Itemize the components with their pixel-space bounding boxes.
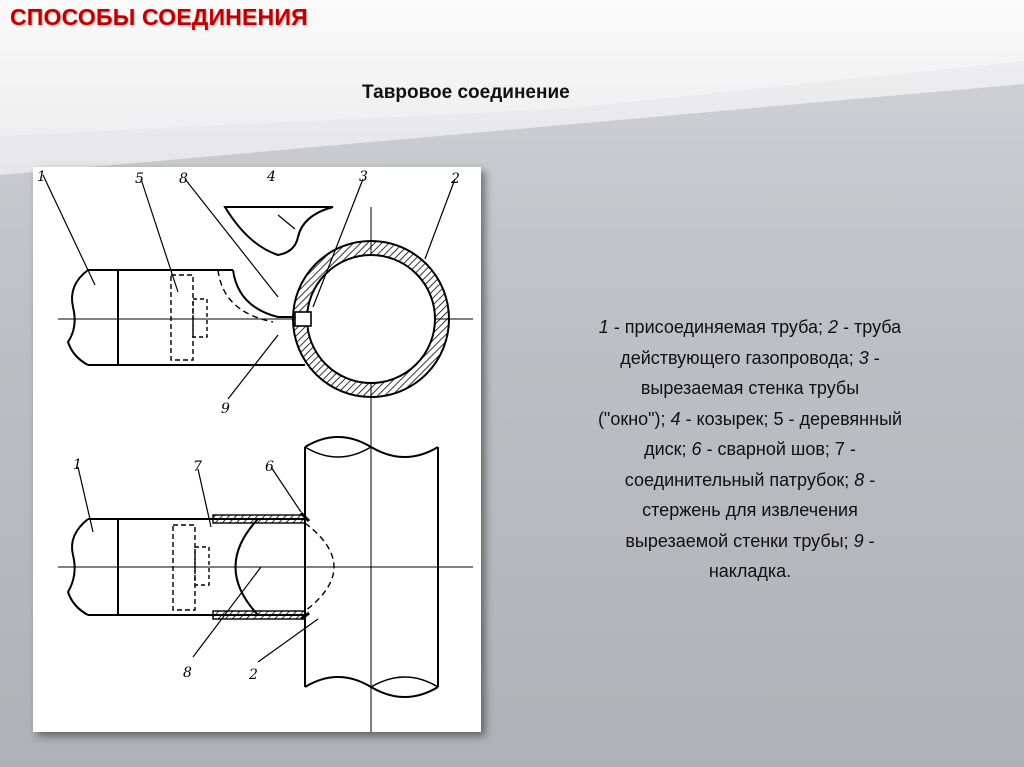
wall-window [295, 312, 311, 326]
label-top-2: 2 [451, 171, 460, 187]
legend-line: вырезаемая стенка трубы [640, 378, 860, 398]
label-top-1: 1 [37, 169, 46, 185]
legend-text [530, 312, 970, 587]
legend-line: действующего газопровода; 3 - [620, 347, 880, 368]
legend-line: накладка. [708, 561, 792, 581]
wooden-disk [171, 275, 193, 360]
technical-drawing [33, 167, 481, 732]
cap-leader [278, 215, 295, 229]
legend-line: вырезаемой стенки трубы; 9 - [625, 530, 875, 551]
dashed-contour [218, 270, 273, 322]
slide-title: СПОСОБЫ СОЕДИНЕНИЯ [10, 4, 308, 30]
label-bottom-1: 1 [73, 457, 82, 473]
label-top-8: 8 [179, 171, 188, 187]
rod-holder [193, 299, 207, 337]
label-top-3: 3 [359, 169, 368, 185]
label-top-9: 9 [221, 401, 230, 417]
rod-holder-b [195, 547, 209, 585]
legend-line: ("окно"); 4 - козырек; 5 - деревянный [597, 408, 903, 429]
legend-line: стержень для извлечения [642, 500, 858, 520]
label-bottom-6: 6 [265, 459, 274, 475]
label-top-4: 4 [267, 169, 276, 185]
label-bottom-7: 7 [193, 459, 202, 475]
cap-part [225, 207, 333, 255]
label-bottom-2: 2 [249, 667, 258, 683]
legend-line: диск; 6 - сварной шов; 7 - [644, 439, 856, 459]
legend-line: соединительный патрубок; 8 - [624, 469, 876, 490]
label-bottom-8: 8 [183, 665, 192, 681]
legend-line: 1 - присоединяемая труба; 2 - труба [598, 317, 902, 337]
drawing-svg [33, 167, 481, 732]
coupling-wall-top [213, 515, 305, 523]
label-top-5: 5 [135, 171, 144, 187]
slide-subtitle: Тавровое соединение [362, 82, 570, 103]
pipe1-broken-end [68, 270, 88, 365]
